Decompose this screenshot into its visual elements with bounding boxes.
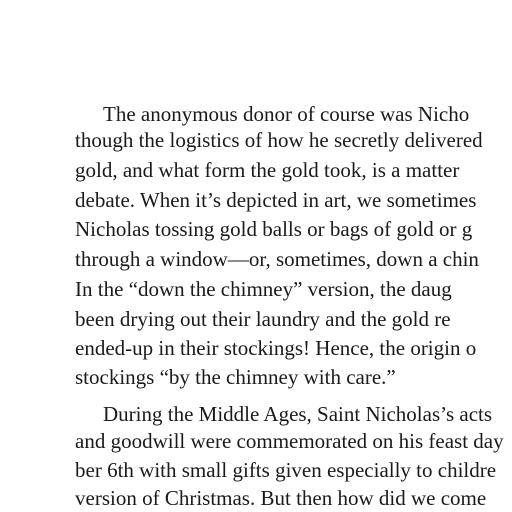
paragraph-2-line-1: During the Middle Ages, Saint Nicholas’s acts [103, 402, 493, 426]
paragraph-2-line-2: and goodwill were commemorated on his feast day [75, 429, 504, 453]
paragraph-1-line-10: stockings “by the chimney with care.” [75, 365, 396, 389]
paragraph-1-line-9: ended-up in their stockings! Hence, the origin o [75, 336, 477, 360]
paragraph-1-line-8: been drying out their laundry and the gold re [75, 307, 451, 331]
paragraph-1-line-2: though the logistics of how he secretly delivered [75, 128, 483, 152]
paragraph-1-line-3: gold, and what form the gold took, is a matter [75, 158, 460, 182]
paragraph-1-line-4: debate. When it’s depicted in art, we sometimes [75, 188, 477, 212]
paragraph-2-line-4: version of Christmas. But then how did we come [75, 486, 487, 510]
paragraph-1-line-5: Nicholas tossing gold balls or bags of gold or g [75, 217, 473, 241]
paragraph-2-line-3: ber 6th with small gifts given especially to childre [75, 458, 497, 482]
paragraph-1-line-1: The anonymous donor of course was Nicho [103, 102, 470, 126]
paragraph-1-line-6: through a window—or, sometimes, down a chin [75, 247, 479, 271]
paragraph-1-line-7: In the “down the chimney” version, the daug [75, 277, 452, 301]
